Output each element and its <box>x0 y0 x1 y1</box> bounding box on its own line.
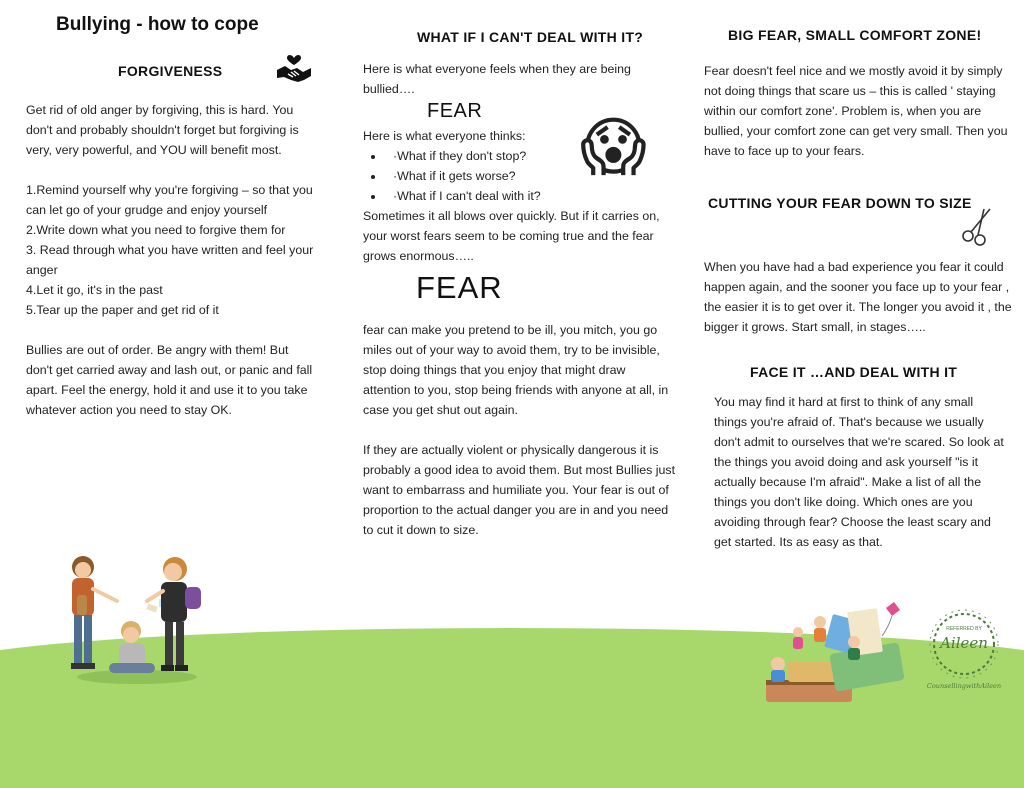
forgiveness-step: 4.Let it go, it's in the past <box>26 283 163 297</box>
screaming-face-emoji-icon: 😱 <box>580 111 647 183</box>
forgiveness-step: 2.Write down what you need to forgive them for <box>26 223 286 237</box>
fear-effects-body <box>363 320 675 540</box>
forgiveness-body <box>26 100 318 420</box>
violent-text: If they are actually violent or physically dangerous it is probably a good idea to avoid them. But most Bullies just want to embarrass and humiliate you. Your fear is out of proportion to the actual danger you are in and you need to cut it down to size. <box>363 443 676 537</box>
comfort-zone-heading: BIG FEAR, SMALL COMFORT ZONE! <box>728 27 982 43</box>
bullies-out-of-order-text: Bullies are out of order. Be angry with them! But don't get carried away and lash out, or panic and fall apart. Feel the energy, hold it and use it to you take whatever action you need to stay OK. <box>26 343 313 417</box>
everyone-thinks-label: Here is what everyone thinks: <box>363 129 526 143</box>
cutting-fear-text: When you have had a bad experience you fear it could happen again, and the sooner you face up to your fear , the easier it is to get over it. The longer you avoid it , the bigger it grows. Start small, in stages….. <box>704 260 1012 334</box>
cant-deal-heading: WHAT IF I CAN'T DEAL WITH IT? <box>417 29 644 45</box>
fear-big-label: FEAR <box>416 270 503 305</box>
forgiveness-heading: FORGIVENESS <box>118 63 223 79</box>
forgiveness-intro: Get rid of old anger by forgiving, this is hard. You don't and probably shouldn't forget but forgiving is very, very powerful, and YOU will benefit most. <box>26 103 299 157</box>
forgiveness-step: 5.Tear up the paper and get rid of it <box>26 303 219 317</box>
comfort-zone-text: Fear doesn't feel nice and we mostly avoid it by simply not doing things that scare us – this is called ' staying within our comfort zone'. Problem is, when you are bullied, your comfort zone can get very small. Then you have to face up to your fears. <box>704 64 1008 158</box>
scissors-icon <box>960 206 994 246</box>
forgiveness-steps <box>26 180 318 320</box>
fear-thoughts-list <box>363 146 541 206</box>
list-item: • ·What if it gets worse? <box>385 166 541 186</box>
pretend-text: fear can make you pretend to be ill, you mitch, you go miles out of your way to avoid them, try to be invisible, stop doing things that you enjoy that might draw attention to you, stop being friends with anyone at all, in case you get shut out again. <box>363 323 669 417</box>
blows-over-text: Sometimes it all blows over quickly. But if it carries on, your worst fears seem to be coming true and the fear grows enormous….. <box>363 209 660 263</box>
bullied-feel-intro: Here is what everyone feels when they are being bullied…. <box>363 62 631 96</box>
forgiveness-step: 3. Read through what you have written and feel your anger <box>26 243 314 277</box>
page-title: Bullying - how to cope <box>56 14 259 35</box>
logo-name: Aileen <box>940 634 988 652</box>
face-it-text: You may find it hard at first to think of any small things you're afraid of. That's because we usually don't admit to ourselves that we're scared. So look at the things you avoid doing and ask yourself "is it actually because I'm afraid". Make a list of all the things you don't like doing. Which ones are you avoiding through fear? Choose the least scary and get started. Its as easy as that. <box>714 395 1004 549</box>
cutting-fear-heading: CUTTING YOUR FEAR DOWN TO SIZE <box>708 195 972 211</box>
kids-reading-books-illustration <box>758 598 918 713</box>
list-item: • ·What if I can't deal with it? <box>385 186 541 206</box>
list-item: • ·What if they don't stop? <box>385 146 541 166</box>
handshake-heart-icon <box>274 46 314 86</box>
fear-label: FEAR <box>427 100 483 122</box>
face-it-heading: FACE IT …AND DEAL WITH IT <box>750 364 958 380</box>
logo-caption: CounsellingwithAileen <box>926 682 1002 690</box>
forgiveness-step: 1.Remind yourself why you're forgiving – so that you can let go of your grudge and enjoy yourself <box>26 183 313 217</box>
children-bullying-illustration <box>55 545 225 690</box>
logo-small-text: REFERRED BY <box>946 626 982 632</box>
counselling-logo <box>924 606 1004 694</box>
